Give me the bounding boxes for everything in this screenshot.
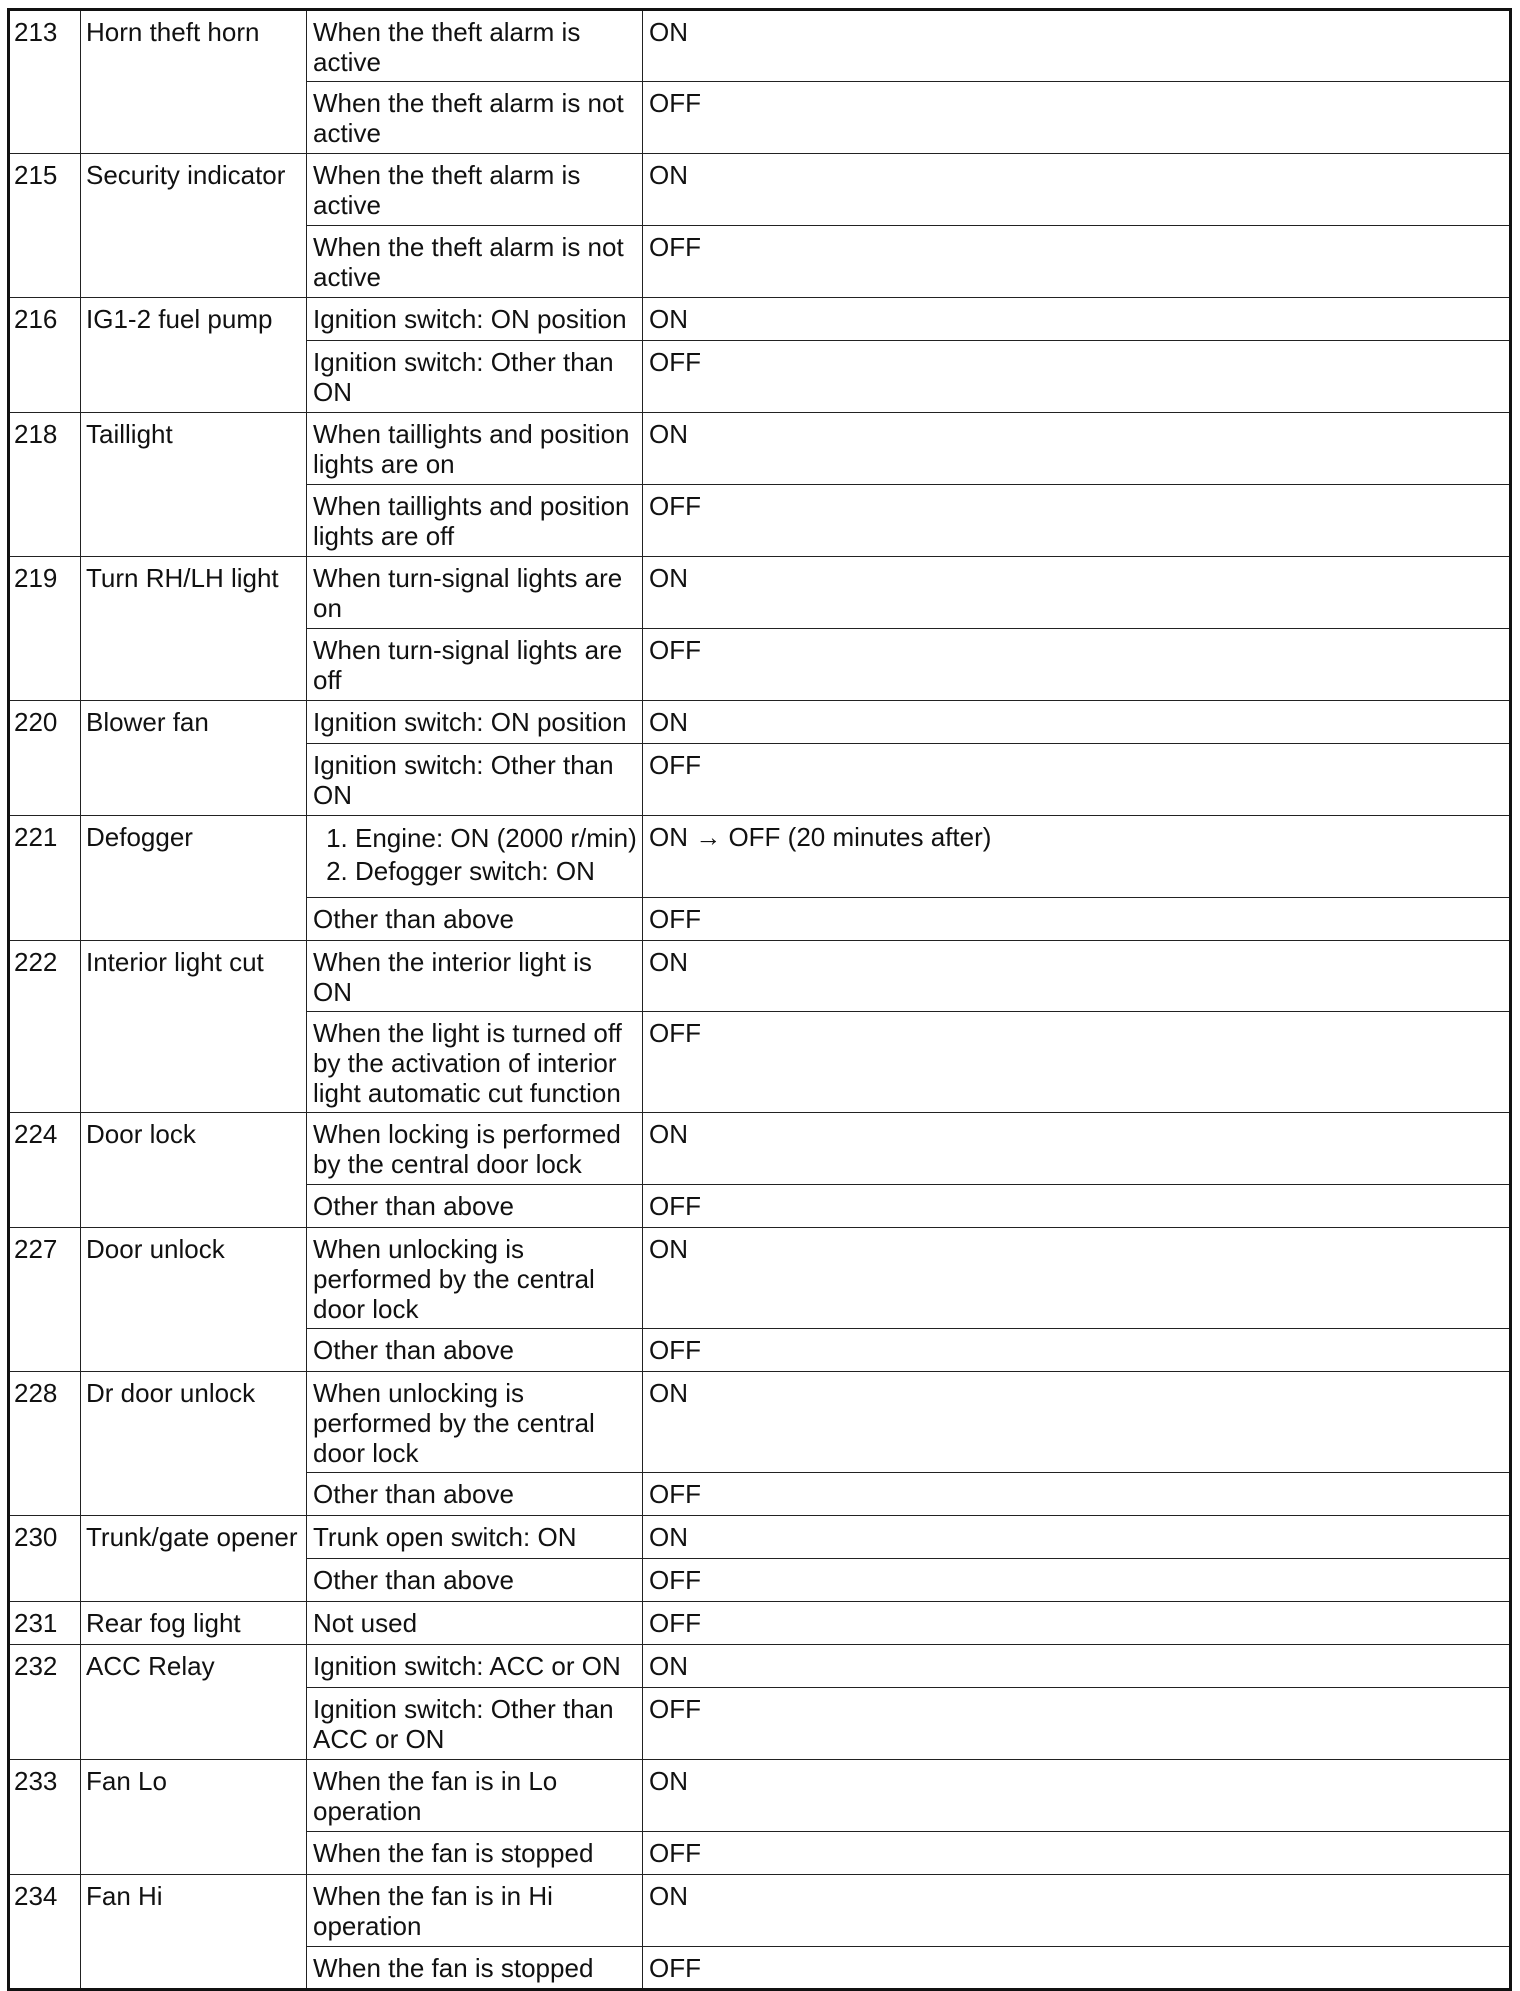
status-cell: OFF [643, 1559, 1511, 1602]
row-number-cell: 220 [9, 701, 81, 816]
condition-cell: When the fan is in Hi operation [307, 1875, 643, 1947]
row-number-cell: 218 [9, 413, 81, 557]
status-cell: OFF [643, 1473, 1511, 1516]
status-cell: OFF [643, 1947, 1511, 1990]
item-name-cell: Trunk/gate opener [81, 1516, 307, 1602]
condition-cell: When the fan is in Lo operation [307, 1760, 643, 1832]
table-row [9, 1602, 1511, 1645]
table-row [9, 1372, 1511, 1473]
item-name-cell: ACC Relay [81, 1645, 307, 1760]
status-cell: ON [643, 298, 1511, 341]
row-number-cell: 216 [9, 298, 81, 413]
condition-cell: When the theft alarm is active [307, 154, 643, 226]
status-cell: ON → OFF (20 minutes after) [643, 816, 1511, 898]
status-cell: OFF [643, 744, 1511, 816]
condition-cell: Ignition switch: ACC or ON [307, 1645, 643, 1688]
item-name-cell: Fan Hi [81, 1875, 307, 1990]
table-row [9, 1760, 1511, 1832]
table-row [9, 298, 1511, 341]
condition-cell: Ignition switch: Other than ON [307, 744, 643, 816]
item-name-cell: Blower fan [81, 701, 307, 816]
row-number-cell: 222 [9, 941, 81, 1113]
item-name-cell: Door unlock [81, 1228, 307, 1372]
condition-cell: When the theft alarm is not active [307, 226, 643, 298]
status-cell: OFF [643, 485, 1511, 557]
item-name-cell: Rear fog light [81, 1602, 307, 1645]
condition-steps-list [313, 822, 637, 888]
condition-cell: When taillights and position lights are off [307, 485, 643, 557]
status-cell: OFF [643, 82, 1511, 154]
status-cell: OFF [643, 629, 1511, 701]
condition-cell: Other than above [307, 1185, 643, 1228]
table-row [9, 154, 1511, 226]
status-cell: ON [643, 1372, 1511, 1473]
condition-cell: When the fan is stopped [307, 1947, 643, 1990]
condition-cell: When the interior light is ON [307, 941, 643, 1012]
row-number-cell: 233 [9, 1760, 81, 1875]
condition-cell: Trunk open switch: ON [307, 1516, 643, 1559]
condition-cell: Other than above [307, 1473, 643, 1516]
item-name-cell: Turn RH/LH light [81, 557, 307, 701]
status-cell: OFF [643, 1012, 1511, 1113]
row-number-cell: 224 [9, 1113, 81, 1228]
status-cell: ON [643, 701, 1511, 744]
item-name-cell: Door lock [81, 1113, 307, 1228]
condition-cell: Not used [307, 1602, 643, 1645]
row-number-cell: 219 [9, 557, 81, 701]
condition-cell: Other than above [307, 898, 643, 941]
item-name-cell: Taillight [81, 413, 307, 557]
condition-cell: Ignition switch: Other than ACC or ON [307, 1688, 643, 1760]
row-number-cell: 234 [9, 1875, 81, 1990]
row-number-cell: 230 [9, 1516, 81, 1602]
condition-cell: Ignition switch: ON position [307, 701, 643, 744]
status-cell: ON [643, 1228, 1511, 1329]
status-cell: ON [643, 413, 1511, 485]
status-cell: ON [643, 1645, 1511, 1688]
item-name-cell: Defogger [81, 816, 307, 941]
condition-cell: Other than above [307, 1559, 643, 1602]
status-cell: ON [643, 1875, 1511, 1947]
condition-cell: When turn-signal lights are off [307, 629, 643, 701]
status-cell: ON [643, 557, 1511, 629]
condition-cell: When locking is performed by the central door lock [307, 1113, 643, 1185]
status-cell: OFF [643, 1688, 1511, 1760]
status-cell: OFF [643, 1329, 1511, 1372]
condition-cell: When turn-signal lights are on [307, 557, 643, 629]
condition-cell: Other than above [307, 1329, 643, 1372]
status-cell: OFF [643, 1185, 1511, 1228]
item-name-cell: Dr door unlock [81, 1372, 307, 1516]
row-number-cell: 213 [9, 10, 81, 154]
table-row [9, 1113, 1511, 1185]
status-cell: OFF [643, 1832, 1511, 1875]
io-status-table [7, 8, 1512, 1991]
table-row [9, 557, 1511, 629]
status-cell: OFF [643, 341, 1511, 413]
item-name-cell: Interior light cut [81, 941, 307, 1113]
status-cell: OFF [643, 226, 1511, 298]
condition-cell: When taillights and position lights are on [307, 413, 643, 485]
row-number-cell: 215 [9, 154, 81, 298]
condition-cell: When the theft alarm is active [307, 10, 643, 82]
condition-step: 2. Defogger switch: ON [355, 855, 637, 888]
table-body [9, 10, 1511, 1990]
table-row [9, 10, 1511, 82]
status-cell: ON [643, 10, 1511, 82]
row-number-cell: 227 [9, 1228, 81, 1372]
row-number-cell: 221 [9, 816, 81, 941]
status-cell: OFF [643, 1602, 1511, 1645]
row-number-cell: 231 [9, 1602, 81, 1645]
table-row [9, 1645, 1511, 1688]
table-row [9, 1875, 1511, 1947]
condition-step: 1. Engine: ON (2000 r/min) [355, 822, 637, 855]
condition-cell: Ignition switch: ON position [307, 298, 643, 341]
condition-cell: When unlocking is performed by the central door lock [307, 1372, 643, 1473]
status-cell: ON [643, 941, 1511, 1012]
table-row [9, 941, 1511, 1012]
table-row [9, 1228, 1511, 1329]
status-cell: OFF [643, 898, 1511, 941]
table-row [9, 1516, 1511, 1559]
condition-cell: When the fan is stopped [307, 1832, 643, 1875]
condition-cell [307, 816, 643, 898]
row-number-cell: 228 [9, 1372, 81, 1516]
condition-cell: When unlocking is performed by the central door lock [307, 1228, 643, 1329]
table-row [9, 701, 1511, 744]
condition-cell: When the light is turned off by the activation of interior light automatic cut function [307, 1012, 643, 1113]
item-name-cell: Horn theft horn [81, 10, 307, 154]
row-number-cell: 232 [9, 1645, 81, 1760]
item-name-cell: IG1-2 fuel pump [81, 298, 307, 413]
table-row [9, 816, 1511, 898]
condition-cell: Ignition switch: Other than ON [307, 341, 643, 413]
status-cell: ON [643, 154, 1511, 226]
item-name-cell: Fan Lo [81, 1760, 307, 1875]
status-cell: ON [643, 1516, 1511, 1559]
condition-cell: When the theft alarm is not active [307, 82, 643, 154]
status-cell: ON [643, 1760, 1511, 1832]
item-name-cell: Security indicator [81, 154, 307, 298]
table-row [9, 413, 1511, 485]
status-cell: ON [643, 1113, 1511, 1185]
